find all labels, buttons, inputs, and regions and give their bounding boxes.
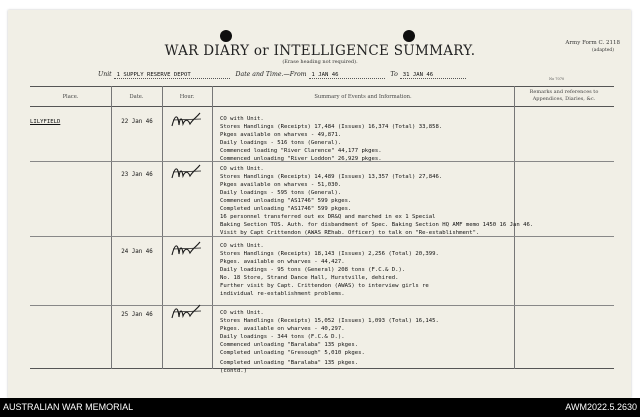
entry-line: Stores Handlings (Receipts) 14,489 (Issues) 13,357 (Total) 27,846.	[220, 173, 443, 180]
entry-line: Daily loadings - 595 tons (General).	[220, 189, 342, 196]
entry-line: individual re-establishment problems.	[220, 290, 345, 297]
unit-label: Unit	[98, 71, 112, 78]
archive-footer	[0, 398, 640, 417]
entry-line: Commenced unloading "Baralaba" 135 pkges.	[220, 341, 359, 348]
entry-text	[220, 166, 533, 238]
entry-line: Daily loadings - 344 tons (F.C.& D.).	[220, 333, 345, 340]
entry-line: CO with Unit.	[220, 166, 264, 172]
date-cell: 23 Jan 46	[121, 172, 153, 178]
page-subtitle: (Erase heading not required).	[282, 59, 358, 65]
entry-line: Completed unloading "Gresough" 5,010 pkges.	[220, 349, 365, 356]
entry-line: Stores Handlings (Receipts) 18,143 (Issues) 2,256 (Total) 20,399.	[220, 250, 439, 257]
entry-line: (contd.)	[220, 367, 247, 374]
entry-line: CO with Unit.	[220, 243, 264, 249]
column-header-place: Place.	[62, 94, 79, 100]
table-top-rule	[30, 86, 614, 87]
table-header-rule	[30, 106, 614, 107]
page-title: WAR DIARY or INTELLIGENCE SUMMARY.	[164, 43, 476, 59]
diary-table	[30, 86, 614, 374]
form-label: Army Form C. 2118	[565, 40, 620, 46]
entry-line: Stores Handlings (Receipts) 15,052 (Issues) 1,093 (Total) 16,145.	[220, 317, 439, 324]
entry-text	[220, 116, 442, 164]
date-cell: 22 Jan 46	[121, 119, 153, 125]
date-cell: 25 Jan 46	[121, 312, 153, 318]
column-header-date: Date.	[129, 94, 144, 100]
entry-line: Daily loadings - 95 tons (General) 208 tons (F.C.& D.).	[220, 266, 406, 273]
signature-mark	[170, 239, 204, 259]
row-divider	[30, 305, 614, 306]
footer-institution: AUSTRALIAN WAR MEMORIAL	[3, 402, 134, 412]
from-value: 1 JAN 46	[309, 72, 385, 79]
entry-line: CO with Unit.	[220, 116, 264, 122]
entry-text-below-rule	[220, 360, 358, 376]
unit-value: 1 SUPPLY RESERVE DEPOT	[114, 72, 230, 79]
to-value: 31 JAN 46	[400, 72, 466, 79]
entry-line: Pkges. available on wharves - 44,427.	[220, 258, 345, 265]
entry-line: Pkges. available on wharves - 40,297.	[220, 325, 345, 332]
datetime-label: Date and Time.—From	[235, 71, 307, 78]
punch-hole	[403, 30, 415, 42]
entry-line: No. 18 Store, Strand Dance Hall, Hurstville, dehired.	[220, 274, 399, 281]
entry-text	[220, 310, 439, 358]
entry-line: Commenced unloading "River Loddon" 26,929 pkges.	[220, 155, 382, 162]
punch-hole	[220, 30, 232, 42]
column-header-hour: Hour.	[179, 94, 195, 100]
entry-line: CO with Unit.	[220, 310, 264, 316]
unit-date-line	[98, 71, 466, 79]
entry-line: Commenced loading "River Clarence" 44,177 pkges.	[220, 147, 382, 154]
column-divider	[212, 86, 213, 369]
form-small-number: No 7070	[549, 77, 565, 81]
entry-text	[220, 243, 439, 299]
footer-reference: AWM2022.5.2630	[565, 402, 637, 412]
entry-line: 16 personnel transferred out ex DR&Q and marched in ex 1 Special	[220, 213, 436, 220]
entry-line: Stores Handlings (Receipts) 17,484 (Issues) 16,374 (Total) 33,858.	[220, 123, 443, 130]
entry-line: Pkges available on wharves - 51,030.	[220, 181, 342, 188]
entry-line: Commenced unloading "AS1746" 599 pkges.	[220, 197, 352, 204]
signature-mark	[170, 162, 204, 182]
entry-line: Completed unloading "AS1746" 599 pkges.	[220, 205, 352, 212]
column-divider	[111, 86, 112, 369]
signature-mark	[170, 110, 204, 130]
entry-line: Daily loadings - 516 tons (General).	[220, 139, 342, 146]
entry-line: Further visit by Capt. Crittendon (AWAS) to interview girls re	[220, 282, 429, 289]
date-cell: 24 Jan 46	[121, 249, 153, 255]
signature-mark	[170, 302, 204, 322]
place-cell: LILYFIELD	[30, 119, 61, 125]
column-divider	[162, 86, 163, 369]
entry-line: Completed unloading "Baralaba" 135 pkges.	[220, 360, 359, 366]
column-header-summary: Summary of Events and Information.	[314, 94, 412, 100]
column-header-remarks: Remarks and references to Appendices, Diaries, &c.	[529, 89, 599, 102]
entry-line: Baking Section TOS. Auth. for disbandment of Spec. Baking Section HQ AMF memo 1450 16 Jan 46.	[220, 221, 534, 228]
entry-line: Pkges available on wharves - 49,871.	[220, 131, 342, 138]
to-label: To	[390, 71, 398, 78]
form-note: (adapted)	[592, 48, 614, 53]
entry-line: Visit by Capt Crittendon (AWAS REhab. Officer) to talk on "Re-establishment".	[220, 229, 480, 236]
